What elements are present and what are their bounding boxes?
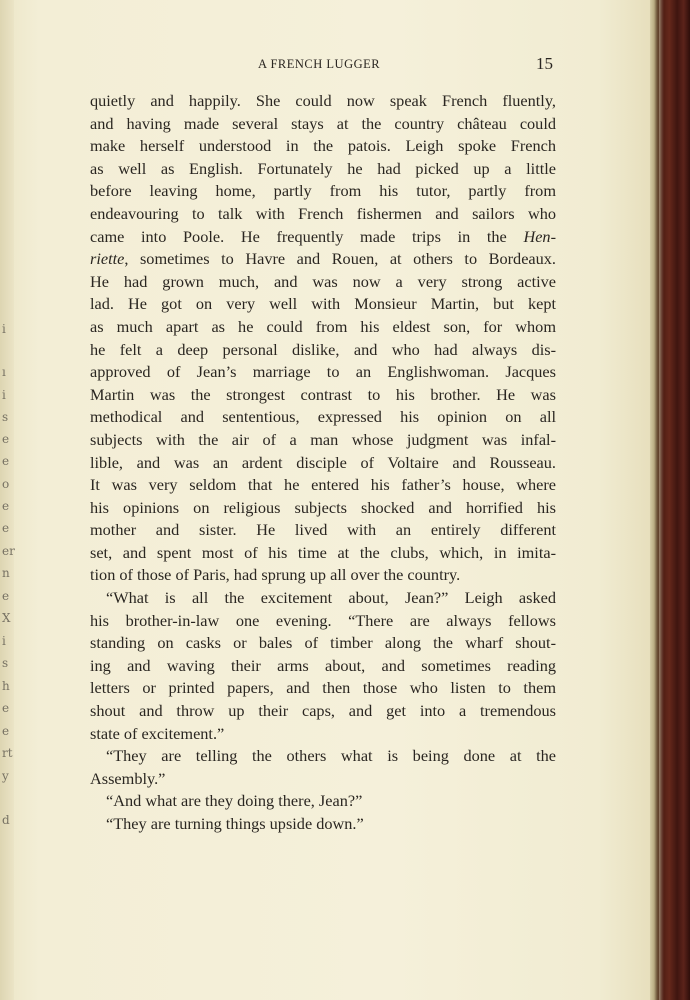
- gutter-mark: h: [2, 679, 10, 693]
- text-line-content: Martin was the strongest contrast to his brother. He was: [90, 384, 556, 404]
- text-line: [90, 90, 556, 113]
- text-line: [90, 700, 556, 723]
- text-line: [90, 768, 556, 791]
- gutter-mark: s: [2, 410, 9, 424]
- text-line-content: standing on casks or bales of timber along the wharf shout-: [90, 633, 556, 653]
- text-line: [90, 180, 556, 203]
- text-line: [90, 384, 556, 407]
- text-line-content: tion of those of Paris, had sprung up all over the country.: [90, 565, 461, 585]
- gutter-mark: er: [2, 544, 15, 558]
- text-line-content: methodical and sententious, expressed his opinion on all: [90, 407, 556, 427]
- text-line: [90, 203, 556, 226]
- text-line-content: “What is all the excitement about, Jean?” Leigh asked: [106, 588, 556, 608]
- text-line-content: approved of Jean’s marriage to an Englishwoman. Jacques: [90, 362, 556, 382]
- text-line: [90, 452, 556, 475]
- gutter-mark: i: [2, 388, 6, 402]
- gutter-mark: e: [2, 701, 10, 715]
- text-line: [90, 361, 556, 384]
- running-title: A FRENCH LUGGER: [258, 57, 381, 71]
- text-line-content: came into Poole. He frequently made trips in the: [90, 226, 524, 246]
- text-line-content: subjects with the air of a man whose judgment was infal-: [90, 429, 556, 449]
- text-line-content: mother and sister. He lived with an entirely different: [90, 520, 556, 540]
- text-line-content: letters or printed papers, and then those who listen to them: [90, 678, 556, 698]
- gutter-mark: i: [2, 322, 6, 336]
- body-text: [90, 90, 556, 836]
- text-line-content: as well as English. Fortunately he had picked up a little: [90, 158, 556, 178]
- text-line-content: before leaving home, partly from his tutor, partly from: [90, 181, 556, 201]
- text-line: [90, 542, 556, 565]
- text-line: [90, 135, 556, 158]
- text-line-content: he felt a deep personal dislike, and who had always dis-: [90, 339, 556, 359]
- text-line: [90, 497, 556, 520]
- text-line-content: set, and spent most of his time at the clubs, which, in imita-: [90, 542, 556, 562]
- text-line: [90, 316, 556, 339]
- text-line-content: make herself understood in the patois. Leigh spoke French: [90, 136, 556, 156]
- text-line: [90, 226, 556, 249]
- italic-ship-name: Hen-: [523, 226, 556, 246]
- text-line-content: , sometimes to Havre and Rouen, at others to Bordeaux.: [124, 249, 556, 269]
- gutter-mark: e: [2, 724, 10, 738]
- text-line-content: “They are telling the others what is being done at the: [106, 746, 556, 766]
- gutter-mark: e: [2, 499, 10, 513]
- gutter-mark: e: [2, 521, 10, 535]
- text-line-content: quietly and happily. She could now speak French fluently,: [90, 91, 556, 110]
- gutter-mark: ı: [2, 365, 6, 379]
- text-line-content: state of excitement.”: [90, 723, 225, 743]
- text-line: [90, 723, 556, 746]
- text-line: [90, 474, 556, 497]
- gutter-mark: i: [2, 634, 6, 648]
- text-line: [90, 158, 556, 181]
- text-line: [90, 113, 556, 136]
- gutter-mark: n: [2, 566, 10, 580]
- text-line: [90, 271, 556, 294]
- gutter-mark: e: [2, 589, 10, 603]
- text-line-content: his brother-in-law one evening. “There are always fellows: [90, 610, 556, 630]
- text-line-content: and having made several stays at the country château could: [90, 113, 556, 133]
- text-line: [90, 813, 556, 836]
- gutter-mark: o: [2, 477, 10, 491]
- gutter-mark: e: [2, 432, 10, 446]
- text-line: [90, 248, 556, 271]
- text-line: [90, 745, 556, 768]
- text-line-content: It was very seldom that he entered his father’s house, where: [90, 475, 556, 495]
- italic-ship-name: riette: [90, 249, 125, 269]
- text-line-content: “And what are they doing there, Jean?”: [106, 791, 363, 811]
- text-line: [90, 293, 556, 316]
- gutter-mark: X: [2, 611, 11, 625]
- text-line: [90, 519, 556, 542]
- gutter-bleed-through: [0, 0, 14, 1000]
- text-line-content: endeavouring to talk with French fishermen and sailors who: [90, 203, 556, 223]
- text-line-content: lible, and was an ardent disciple of Voltaire and Rousseau.: [90, 452, 556, 472]
- text-line: [90, 339, 556, 362]
- text-line-content: Assembly.”: [90, 768, 166, 788]
- text-line-content: He had grown much, and was now a very strong active: [90, 271, 556, 291]
- page-number: 15: [536, 54, 553, 73]
- text-line-content: his opinions on religious subjects shocked and horrified his: [90, 497, 556, 517]
- gutter-mark: d: [2, 813, 10, 827]
- text-line: [90, 587, 556, 610]
- text-line: [90, 610, 556, 633]
- text-line-content: as much apart as he could from his eldest son, for whom: [90, 316, 556, 336]
- text-line: [90, 632, 556, 655]
- text-line: [90, 677, 556, 700]
- text-line: [90, 406, 556, 429]
- gutter-mark: e: [2, 454, 10, 468]
- gutter-mark: y: [2, 769, 9, 783]
- text-line-content: lad. He got on very well with Monsieur Martin, but kept: [90, 294, 556, 314]
- text-line-content: ing and waving their arms about, and sometimes reading: [90, 655, 556, 675]
- running-head: [0, 54, 650, 77]
- book-page-edge: [650, 0, 690, 1000]
- text-line: [90, 655, 556, 678]
- text-line: [90, 790, 556, 813]
- gutter-mark: s: [2, 656, 9, 670]
- gutter-mark: rt: [2, 746, 13, 760]
- text-line: [90, 429, 556, 452]
- page-edge-highlight: [659, 0, 664, 1000]
- text-line: [90, 564, 556, 587]
- text-line-content: “They are turning things upside down.”: [106, 814, 364, 833]
- text-line-content: shout and throw up their caps, and get into a tremendous: [90, 701, 556, 721]
